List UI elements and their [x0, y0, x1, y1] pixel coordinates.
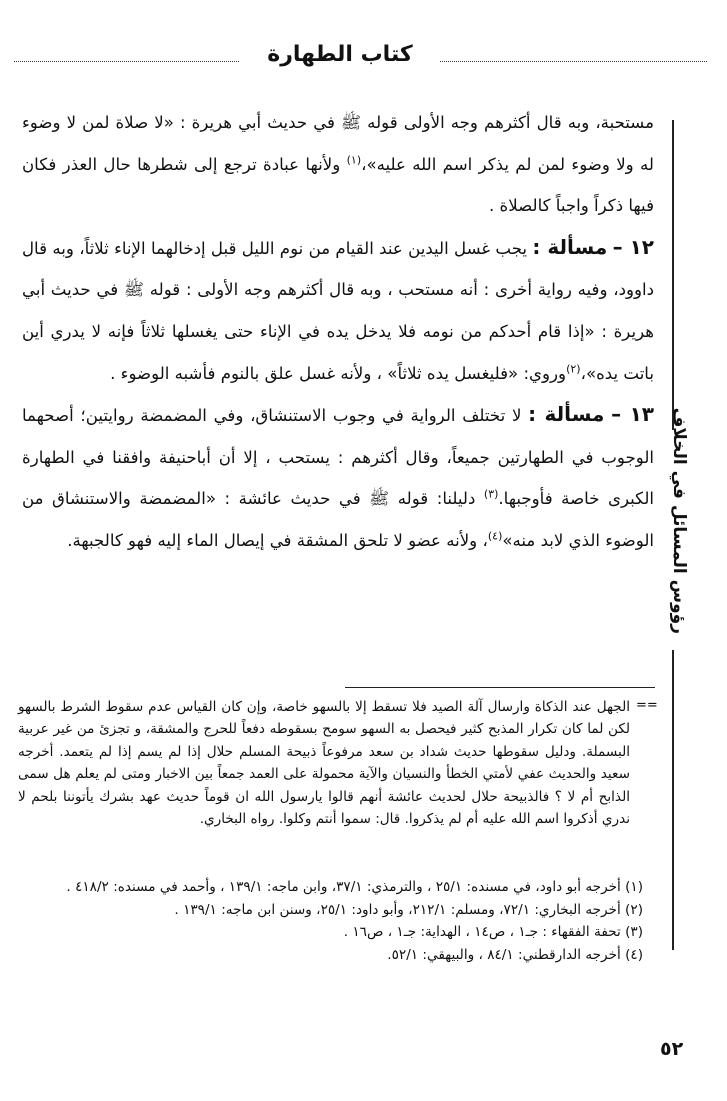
paragraph-text: وروي: «فليغسل يده ثلاثاً» ، ولأنه غسل علق بالنوم فأشبه الوضوء .: [110, 363, 567, 383]
paragraph-text: ، ولأنه عضو لا تلحق المشقة في إيصال الماء إليه فهو كالجبهة.: [67, 530, 488, 550]
side-book-title: رؤوس المسائل في الخلاف: [669, 407, 689, 634]
masala-heading: مسألة :: [532, 234, 608, 259]
masala-number: ١٢ –: [612, 234, 655, 259]
header-title: كتاب الطهارة: [240, 42, 440, 67]
footnote-continuation: [18, 696, 630, 830]
side-rule-bottom: [672, 650, 674, 950]
paragraph-intro: [22, 102, 654, 227]
masala-13: [22, 394, 654, 561]
running-header: [0, 40, 727, 70]
masala-heading: مسألة :: [528, 402, 605, 427]
paragraph-text: دليلنا: قوله ﷺ في حديث عائشة : «المضمضة والاستنشاق من الوضوء الذي لابد منه»: [22, 489, 654, 550]
paragraph-text: ولأنها عبادة ترجع إلى شطرها حال العذر فكان فيها ذكراً واجباً كالصلاة .: [22, 154, 654, 216]
footnote-continuation-mark: ==: [636, 698, 658, 713]
page-number: ٥٢: [660, 1038, 684, 1060]
masala-number: ١٣ –: [611, 402, 655, 427]
footnote-ref: (٤): [487, 529, 503, 543]
footnote-ref: (١): [346, 153, 362, 167]
paragraph-text: لا تختلف الرواية في وجوب الاستنشاق، وفي المضمضة روايتين؛ أصحهما الوجوب في الطهارتين جميعاً، وقال أكثرهم : يستحب ، إلا أن أباحنيفة وافقنا في الطهارة الكبرى خاصة فأوجبها.: [22, 406, 654, 509]
footnote-list: [18, 876, 643, 966]
footnote-2: (٢) أخرجه البخاري: ٧٢/١، ومسلم: ٢١٢/١، وأبو داود: ٢٥/١، وسنن ابن ماجه: ١٣٩/١ .: [174, 901, 643, 918]
footnote-4: (٤) أخرجه الدارقطني: ٨٤/١ ، والبيهقي: ٥٢/١.: [387, 946, 643, 963]
footnote-ref: (٣): [483, 487, 499, 501]
paragraph-text: مستحبة، وبه قال أكثرهم وجه الأولى قوله ﷺ في حديث أبي هريرة : «لا صلاة لمن لا وضوء له ولا وضوء لمن لم يذكر اسم الله عليه»،: [22, 113, 654, 174]
side-rule-top: [672, 120, 674, 430]
masala-12: [22, 227, 654, 394]
footnote-1: (١) أخرجه أبو داود، في مسنده: ٢٥/١ ، والترمذي: ٣٧/١، وابن ماجه: ١٣٩/١ ، وأحمد في مسنده: ٤١٨/٢ .: [66, 879, 643, 895]
footnote-text: الجهل عند الذكاة وارسال آلة الصيد فلا تسقط إلا بالسهو خاصة، وإن كان القياس عدم سقوط الشرط بالسهو لكن لما كان تكرار المذبح كثير فيحصل به السهو سومح بسقوطه دفعاً للحرج والمشقة، و تجزئ من غير عربية البسملة. ودليل سقوطها حديث شداد بن سعد مرفوعاً ذبيحة المسلم حلال إذا لم يسم إذا لم يتعمد. أخرجه سعيد والحديث عفي لأمتي الخطأ والنسيان والآية محمولة على العمد جمعاً بين الاخبار ومتى لم يعلم هل سمى الذابح أم لا ؟ فالذبيحة حلال لحديث عائشة أنهم قالوا يارسول الله ان قوماً حديث عهد بشرك يأتوننا بلحم لا ندري أذكروا اسم الله عليه أم لم يذكروا. قال: سموا أنتم وكلوا. رواه البخاري.: [18, 699, 630, 828]
main-text: [22, 102, 654, 562]
footnote-3: (٣) تحفة الفقهاء : جـ١ ، ص١٤ ، الهداية: جـ١ ، ص١٦ .: [343, 924, 643, 941]
paragraph-text: يجب غسل اليدين عند القيام من نوم الليل قبل إدخالهما الإناء ثلاثاً، وبه قال داوود، وفيه رواية أخرى : أنه مستحب ، وبه قال أكثرهم وجه الأولى : قوله ﷺ في حديث أبي هريرة : «إذا قام أحدكم من نومه فلا يدخل يده في الإناء حتى يغسلها ثلاثاً فإنه لا يدري أين باتت يده»،: [22, 238, 654, 383]
footnote-ref: (٢): [566, 362, 581, 376]
footnote-separator: [345, 687, 655, 688]
